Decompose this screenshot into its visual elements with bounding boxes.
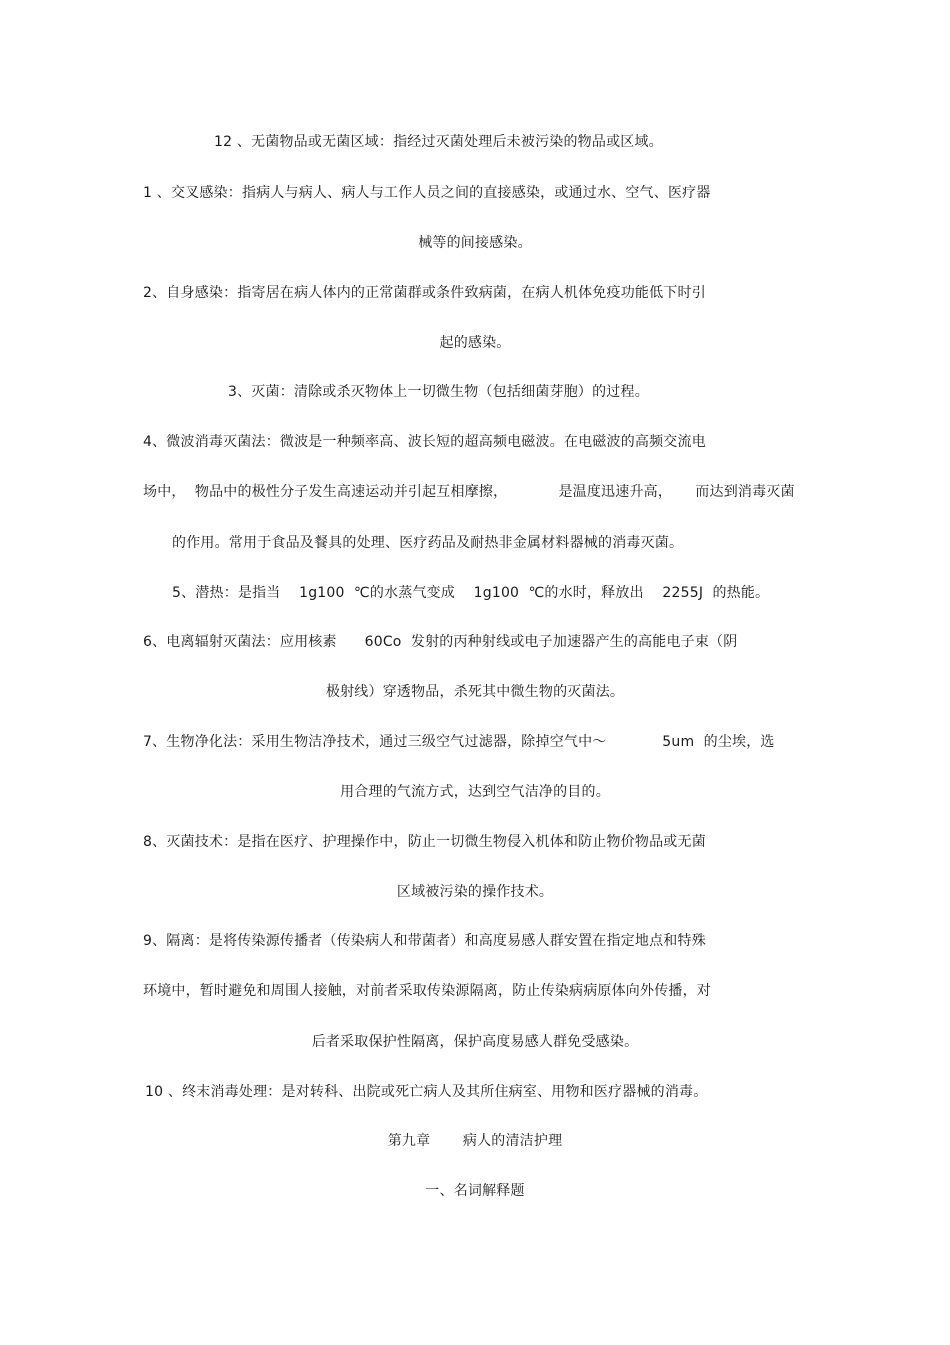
definition-4-line-3: 的作用。常用于食品及餐具的处理、医疗药品及耐热非金属材料器械的消毒灭菌。 (172, 535, 684, 551)
definition-12-line: 12 、无菌物品或无菌区域：指经过灭菌处理后未被污染的物品或区域。 (214, 134, 663, 150)
definition-8-line-1: 8、灭菌技术：是指在医疗、护理操作中，防止一切微生物侵入机体和防止物价物品或无菌 (143, 834, 706, 850)
definition-2-line-2: 起的感染。 (439, 335, 511, 351)
definition-9-line-1: 9、隔离：是将传染源传播者（传染病人和带菌者）和高度易感人群安置在指定地点和特殊 (143, 933, 706, 949)
definition-4-line-2: 场中， 物品中的极性分子发生高速运动并引起互相摩擦， 是温度迅速升高， 而达到消毒灭菌 (143, 484, 795, 500)
definition-6-line-1: 6、电离辐射灭菌法：应用核素 60Co 发射的丙种射线或电子加速器产生的高能电子束（阴 (143, 634, 738, 650)
definition-2-line-1: 2、自身感染：指寄居在病人体内的正常菌群或条件致病菌，在病人机体免疫功能低下时引 (143, 285, 706, 301)
definition-6-line-2: 极射线）穿透物品，杀死其中微生物的灭菌法。 (325, 684, 625, 700)
definition-9-line-3: 后者采取保护性隔离，保护高度易感人群免受感染。 (311, 1034, 639, 1050)
definition-5-line: 5、潜热：是指当 1g100 ℃的水蒸气变成 1g100 ℃的水时，释放出 2255J 的热能。 (172, 585, 770, 601)
definition-1-line-1: 1 、交叉感染：指病人与病人、病人与工作人员之间的直接感染，或通过水、空气、医疗器 (143, 185, 711, 201)
definition-3-line: 3、灭菌：清除或杀灭物体上一切微生物（包括细菌芽胞）的过程。 (228, 384, 649, 400)
definition-4-line-1: 4、微波消毒灭菌法：微波是一种频率高、波长短的超高频电磁波。在电磁波的高频交流电 (143, 434, 706, 450)
section-heading: 一、名词解释题 (425, 1183, 525, 1199)
definition-7-line-2: 用合理的气流方式，达到空气洁净的目的。 (340, 784, 610, 800)
definition-9-line-2: 环境中，暂时避免和周围人接触，对前者采取传染源隔离，防止传染病病原体向外传播，对 (143, 983, 711, 999)
definition-1-line-2: 械等的间接感染。 (418, 235, 532, 251)
chapter-heading: 第九章 病人的清洁护理 (387, 1133, 563, 1149)
definition-7-line-1: 7、生物净化法：采用生物洁净技术，通过三级空气过滤器，除掉空气中～ 5um 的尘埃，选 (143, 734, 775, 750)
definition-10-line: 10 、终末消毒处理：是对转科、出院或死亡病人及其所住病室、用物和医疗器械的消毒。 (145, 1084, 708, 1100)
definition-8-line-2: 区域被污染的操作技术。 (396, 884, 554, 900)
